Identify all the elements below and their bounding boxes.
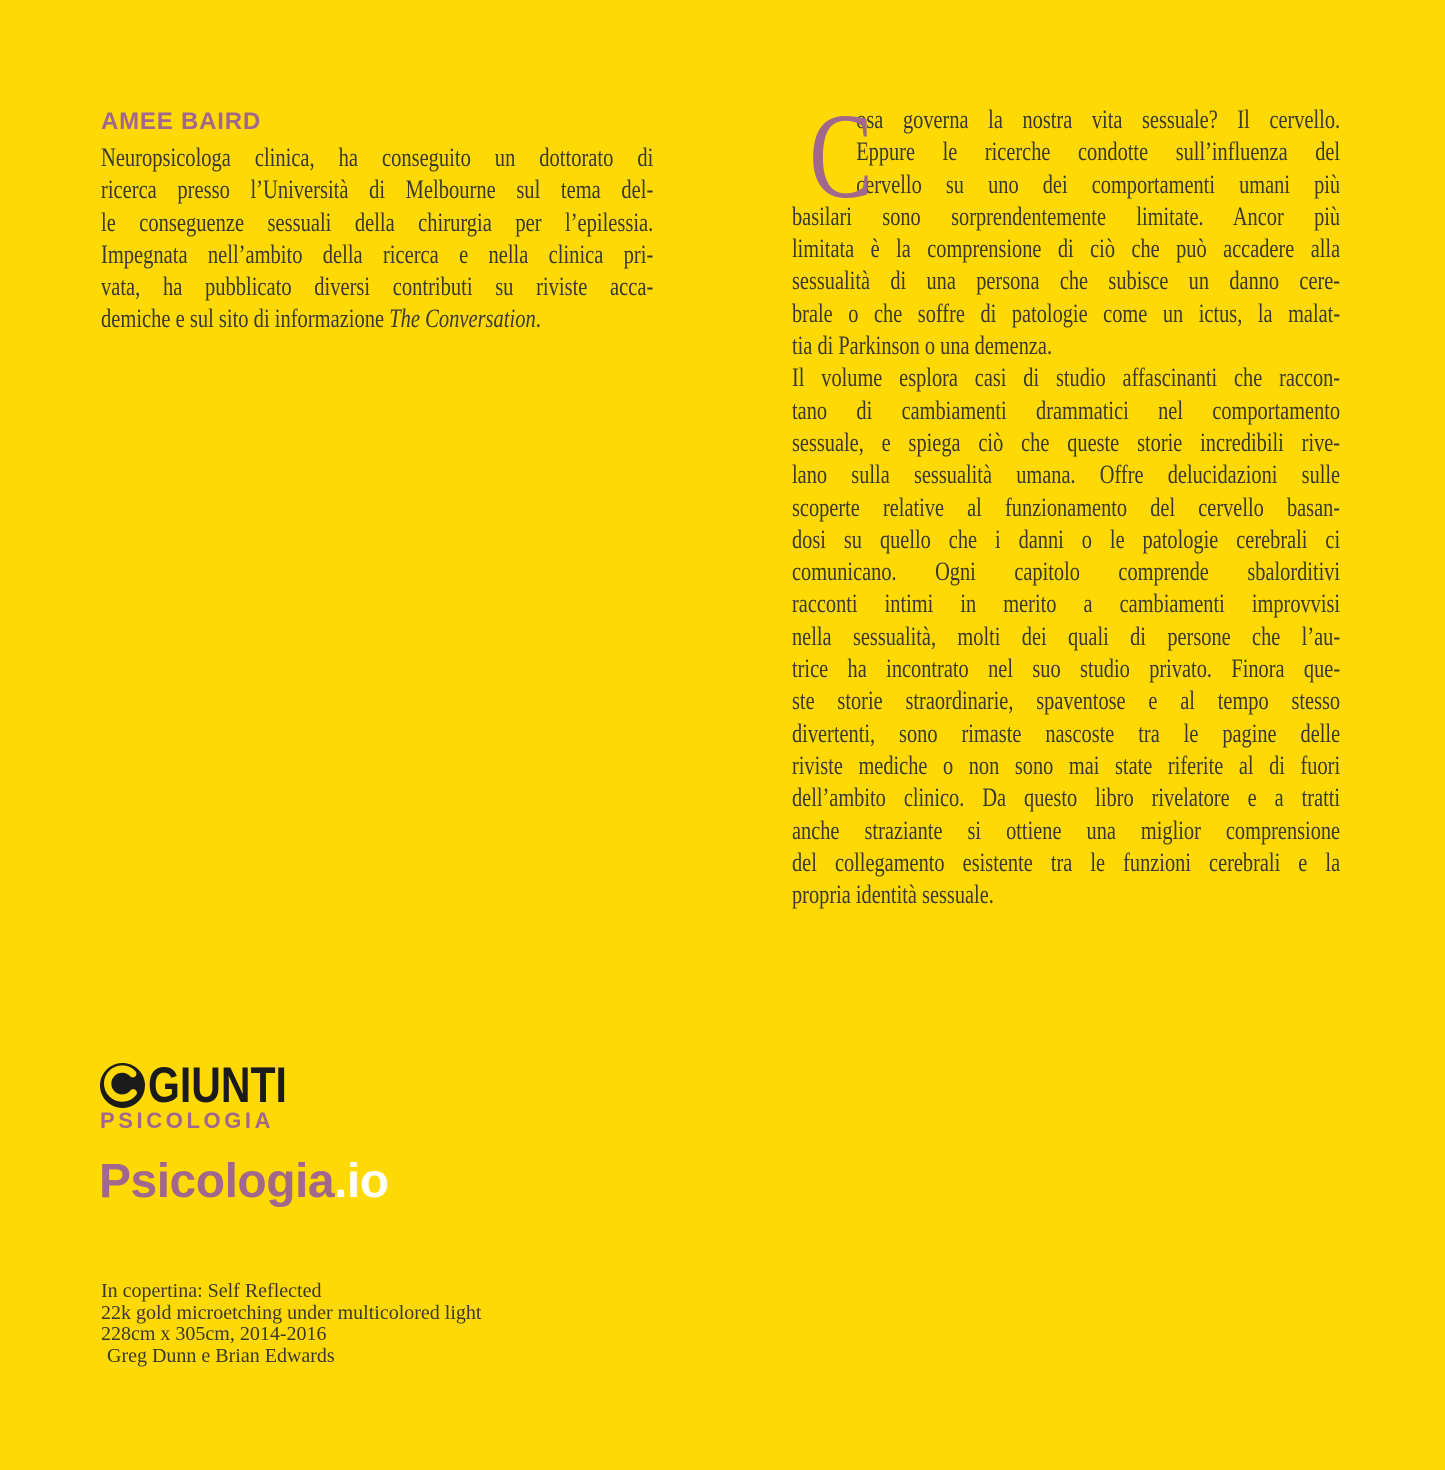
blurb-line: cervello su uno dei comportamenti umani più [856, 169, 1341, 199]
series-logo [99, 1157, 389, 1207]
series-name: Psicologia [99, 1155, 335, 1208]
bio-line-text: demiche e sul sito di informazione [101, 304, 390, 334]
blurb-line: anche straziante si ottiene una miglior comprensione [792, 815, 1341, 845]
blurb-line: riviste mediche o non sono mai state riferite al di fuori [792, 750, 1341, 780]
blurb-line: nella sessualità, molti dei quali di persone che l’au- [792, 621, 1341, 651]
bio-line: Neuropsicologa clinica, ha conseguito un dottorato di [101, 143, 654, 172]
giunti-wordmark: GIUNTI [148, 1057, 287, 1113]
author-block [101, 108, 661, 336]
author-name: AMEE BAIRD [101, 108, 262, 135]
cover-credits [101, 1281, 481, 1367]
giunti-logo [100, 1057, 317, 1113]
blurb-column [792, 89, 1341, 911]
blurb-line: dosi su quello che i danni o le patologie cerebrali ci [792, 524, 1341, 554]
blurb-line: limitata è la comprensione di ciò che può accadere alla [792, 234, 1341, 264]
blurb-line: comunicano. Ogni capitolo comprende sbalorditivi [792, 557, 1341, 587]
drop-cap: C [809, 89, 873, 224]
bio-line [101, 303, 653, 335]
blurb-line: osa governa la nostra vita sessuale? Il cervello. [856, 105, 1341, 134]
giunti-logo-icon [100, 1063, 145, 1108]
blurb-line: lano sulla sessualità umana. Offre delucidazioni sulle [792, 460, 1341, 490]
blurb-line: Il volume esplora casi di studio affascinanti che raccon- [792, 363, 1341, 393]
credit-line: Greg Dunn e Brian Edwards [107, 1344, 335, 1367]
series-suffix: .io [334, 1155, 389, 1208]
blurb-line: basilari sono sorprendentemente limitate. Ancor più [792, 201, 1341, 231]
blurb-line: trice ha incontrato nel suo studio privato. Finora que- [792, 654, 1341, 684]
bio-line-end: . [535, 304, 541, 334]
bio-line: vata, ha pubblicato diversi contributi su riviste acca- [101, 272, 654, 302]
bio-line: le conseguenze sessuali della chirurgia per l’epilessia. [101, 207, 654, 237]
blurb-line: ste storie straordinarie, spaventose e al tempo stesso [792, 686, 1341, 716]
blurb-line: propria identità sessuale. [792, 880, 994, 910]
blurb-line: brale o che soffre di patologie come un ictus, la malat- [792, 298, 1341, 328]
bio-line: ricerca presso l’Università di Melbourne sul tema del- [101, 175, 654, 205]
author-bio [101, 142, 653, 336]
bio-line: Impegnata nell’ambito della ricerca e nella clinica pri- [101, 239, 654, 269]
publisher-brand [100, 1057, 317, 1133]
blurb-line: scoperte relative al funzionamento del cervello basan- [792, 492, 1341, 522]
blurb-line: Eppure le ricerche condotte sull’influenza del [856, 137, 1341, 167]
blurb-line: dell’ambito clinico. Da questo libro rivelatore e a tratti [792, 783, 1341, 813]
credit-line: 228cm x 305cm, 2014-2016 [101, 1323, 327, 1345]
blurb-line: tano di cambiamenti drammatici nel comportamento [792, 395, 1341, 425]
blurb-line: divertenti, sono rimaste nascoste tra le pagine delle [792, 718, 1341, 748]
imprint-label: PSICOLOGIA [100, 1108, 275, 1133]
blurb-line: del collegamento esistente tra le funzioni cerebrali e la [792, 847, 1341, 877]
blurb-line: sessuale, e spiega ciò che queste storie incredibili rive- [792, 427, 1341, 457]
blurb-line: tia di Parkinson o una demenza. [792, 331, 1053, 361]
publication-title: The Conversation [389, 304, 536, 334]
blurb-line: sessualità di una persona che subisce un danno cere- [792, 266, 1341, 296]
credit-line: In copertina: Self Reflected [101, 1280, 322, 1302]
credit-line: 22k gold microetching under multicolored light [101, 1301, 482, 1324]
blurb-line: racconti intimi in merito a cambiamenti improvvisi [792, 589, 1341, 619]
